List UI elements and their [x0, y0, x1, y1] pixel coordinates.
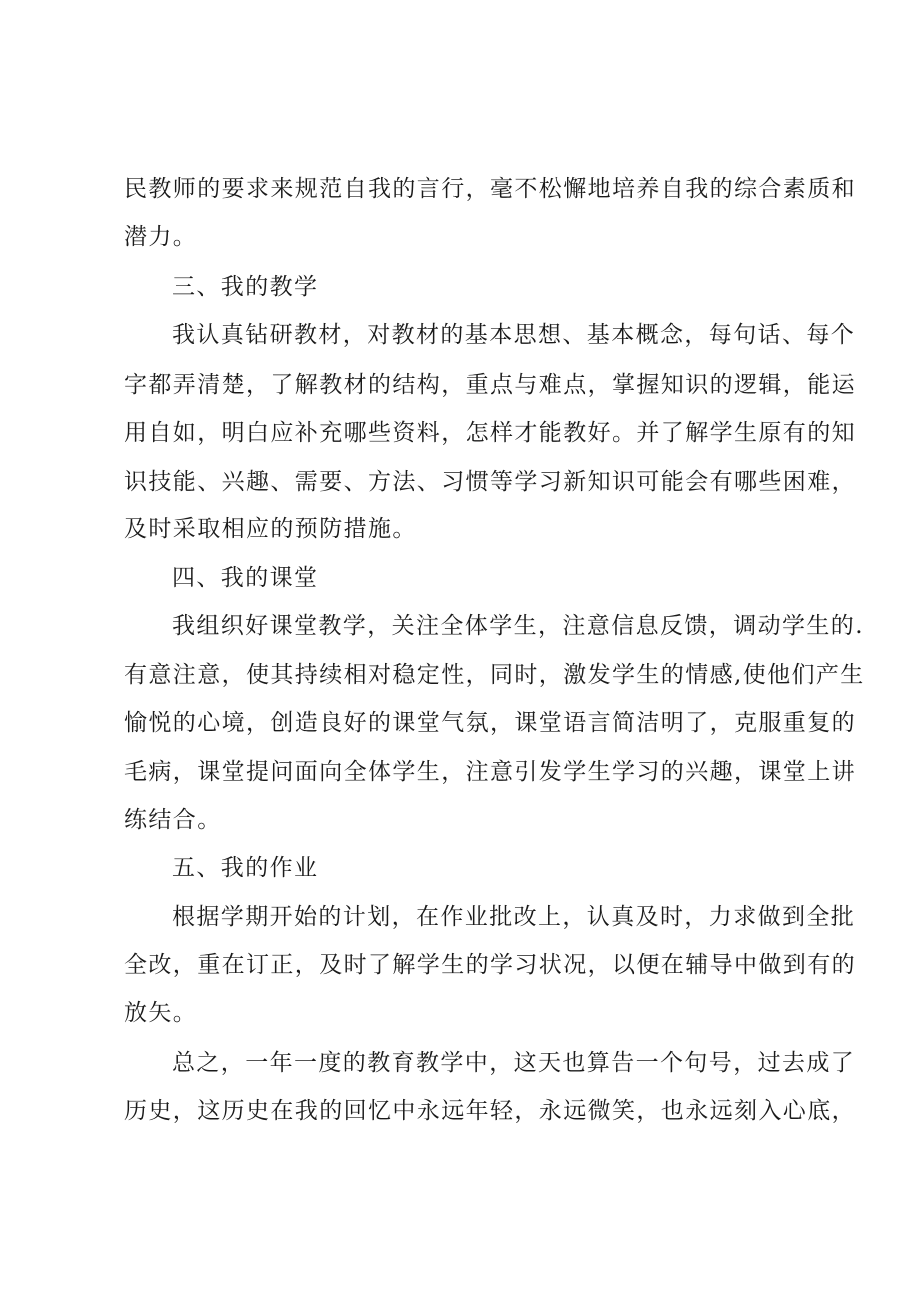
section-heading: 五、我的作业	[172, 855, 319, 881]
text-line: 用自如，明白应补充哪些资料，怎样才能教好。并了解学生原有的知	[124, 420, 856, 446]
text-line: 潜力。	[124, 224, 198, 250]
text-line: 字都弄清楚，了解教材的结构，重点与难点，掌握知识的逻辑，能运	[124, 372, 856, 398]
text-line: 根据学期开始的计划，在作业批改上，认真及时，力求做到全批	[172, 904, 856, 930]
text-line: 民教师的要求来规范自我的言行，毫不松懈地培养自我的综合素质和	[124, 176, 856, 202]
section-heading: 三、我的教学	[172, 274, 319, 300]
text-line: 及时采取相应的预防措施。	[124, 516, 417, 542]
text-line: 历史，这历史在我的回忆中永远年轻，永远微笑，也永远刻入心底，	[124, 1098, 856, 1124]
text-line: 放矢。	[124, 1000, 198, 1026]
section-heading: 四、我的课堂	[172, 565, 319, 591]
text-line: 我组织好课堂教学，关注全体学生，注意信息反馈，调动学生的.	[172, 613, 864, 639]
text-line: 我认真钻研教材，对教材的基本思想、基本概念，每句话、每个	[172, 322, 856, 348]
text-line: 练结合。	[124, 807, 222, 833]
text-line: 有意注意，使其持续相对稳定性，同时，激发学生的情感,使他们产生	[124, 662, 865, 688]
text-line: 识技能、兴趣、需要、方法、习惯等学习新知识可能会有哪些困难，	[124, 469, 856, 495]
text-line: 愉悦的心境，创造良好的课堂气氛，课堂语言简洁明了，克服重复的	[124, 710, 856, 736]
text-line: 全改，重在订正，及时了解学生的学习状况，以便在辅导中做到有的	[124, 952, 856, 978]
text-line: 总之，一年一度的教育教学中，这天也算告一个句号，过去成了	[172, 1050, 856, 1076]
text-line: 毛病，课堂提问面向全体学生，注意引发学生学习的兴趣，课堂上讲	[124, 759, 856, 785]
